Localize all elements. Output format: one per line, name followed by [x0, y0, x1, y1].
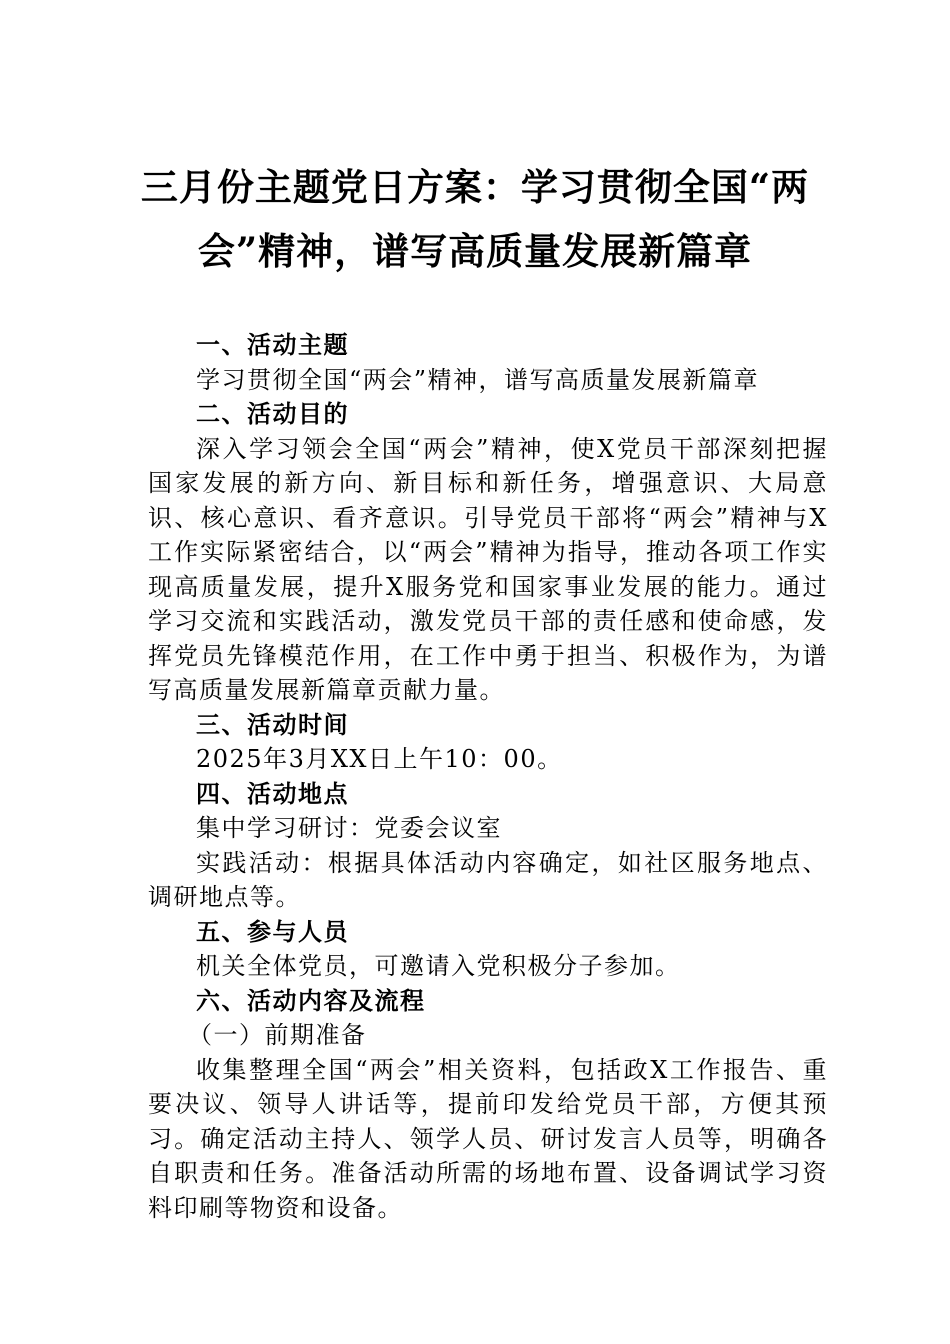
document-title: 三月份主题党日方案：学习贯彻全国“两会”精神，谱写高质量发展新篇章	[140, 165, 810, 273]
section-paragraph: 2025年3月XX日上午10：00。	[196, 745, 563, 773]
section-heading: 四、活动地点	[196, 779, 349, 808]
document-body	[148, 328, 828, 1225]
section-paragraph: 实践活动：根据具体活动内容确定，如社区服务地点、调研地点等。	[148, 848, 828, 911]
section-subheading: （一）前期准备	[188, 1021, 367, 1049]
section-paragraph: 学习贯彻全国“两会”精神，谱写高质量发展新篇章	[196, 365, 760, 394]
section-heading: 三、活动时间	[196, 710, 349, 739]
section-heading: 一、活动主题	[196, 331, 349, 359]
section-heading: 五、参与人员	[196, 917, 349, 946]
section-paragraph: 深入学习领会全国“两会”精神，使X党员干部深刻把握国家发展的新方向、新目标和新任务，增强意识、大局意识、核心意识、看齐意识。引导党员干部将“两会”精神与X工作实际紧密结合，以“两会”精神为指导，推动各项工作实现高质量发展，提升X服务党和国家事业发展的能力。通过学习交流和实践活动，激发党员干部的责任感和使命感，发挥党员先锋模范作用，在工作中勇于担当、积极作为，为谱写高质量发展新篇章贡献力量。	[148, 434, 828, 704]
section-paragraph: 收集整理全国“两会”相关资料，包括政X工作报告、重要决议、领导人讲话等，提前印发给党员干部，方便其预习。确定活动主持人、领学人员、研讨发言人员等，明确各自职责和任务。准备活动所需的场地布置、设备调试学习资料印刷等物资和设备。	[148, 1055, 828, 1222]
section-paragraph: 机关全体党员，可邀请入党积极分子参加。	[196, 952, 681, 980]
section-heading: 二、活动目的	[196, 400, 349, 428]
section-heading: 六、活动内容及流程	[196, 986, 426, 1015]
section-paragraph: 集中学习研讨：党委会议室	[196, 814, 502, 842]
